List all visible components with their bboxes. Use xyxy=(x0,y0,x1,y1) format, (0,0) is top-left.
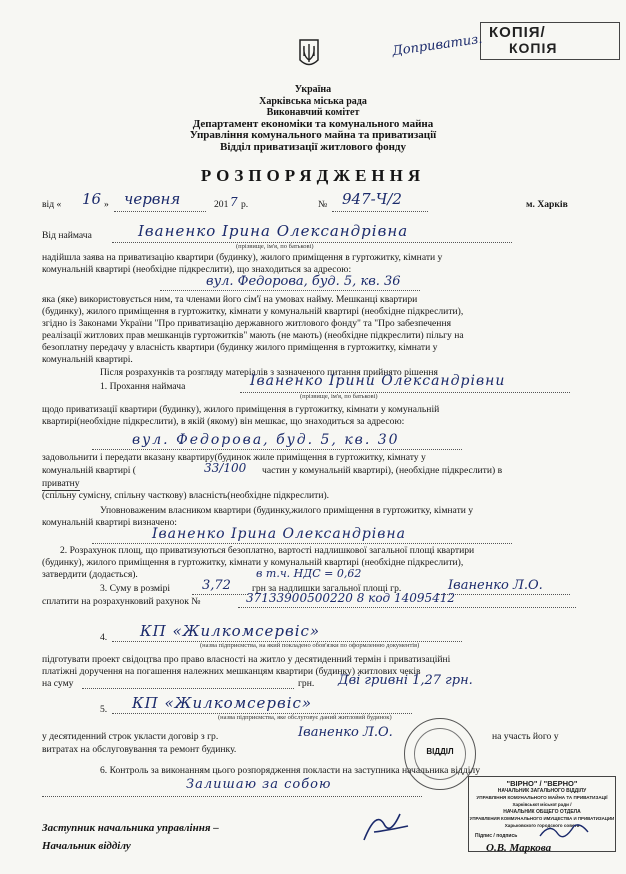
item1-name: Іваненко Ірини Олександрівни xyxy=(250,373,506,389)
signature-scribble xyxy=(356,806,416,846)
document-number: 947-Ч/2 xyxy=(342,190,402,208)
address-handwritten: вул. Федорова, буд. 5, кв. 36 xyxy=(206,274,401,289)
item3-amount: 3,72 xyxy=(202,578,231,593)
verified-stamp-line4: Харківської міської ради / xyxy=(512,802,572,807)
date-row xyxy=(42,190,602,215)
item1-text2: квартирі(необхідне підкреслити), в якій (якому) він мешкає, що знаходиться за адресою: xyxy=(42,416,405,427)
date-year-suffix: 7 xyxy=(230,195,238,209)
item1-share: 33/100 xyxy=(204,461,247,475)
verified-stamp-line2: НАЧАЛЬНИК ЗАГАЛЬНОГО ВІДДІЛУ xyxy=(497,788,587,794)
corner-handwriting: Доприватиз. xyxy=(391,31,484,60)
verified-stamp-line8: Підпис / подпись xyxy=(475,833,518,839)
item3-account: 37133900500220 8 код 14095412 xyxy=(246,591,456,605)
item1-text3: задовольнити і передати вказану квартиру(будинок жиле приміщення в гуртожитку, кімнату у xyxy=(42,452,426,463)
copy-stamp-label: КОПІЯ/ xyxy=(489,24,546,41)
item6-text: 6. Контроль за виконанням цього розпорядження покласти на заступника начальника відділу xyxy=(100,765,480,776)
verified-stamp-line1: "ВІРНО" / "ВЕРНО" xyxy=(506,779,578,788)
item4-org: КП «Жилкомсервіс» xyxy=(140,622,321,640)
verified-stamp-line7: Харьковского городского совета xyxy=(504,823,580,828)
item1-text5: приватну xyxy=(42,478,80,489)
header-office: Управління комунального майна та приватизації xyxy=(189,129,437,141)
item3-label: 3. Суму в розмірі xyxy=(100,583,171,594)
item4-text2: платіжні доручення на погашення належних мешканцям квартири (будинку) житлових чеків xyxy=(42,666,421,677)
item1-address: вул. Федорова, буд. 5, кв. 30 xyxy=(132,432,400,448)
main-line-1: яка (яке) використовується ним, та членами його сім'ї на умовах найму. Мешканці квартири xyxy=(42,294,418,305)
date-year-end: р. xyxy=(241,199,249,210)
header-department: Департамент економіки та комунального майна xyxy=(192,117,434,130)
main-paragraph xyxy=(42,294,464,366)
item5-name: Іваненко Л.О. xyxy=(298,725,393,740)
signature-left-title2: Начальник відділу xyxy=(42,840,131,852)
intro-line-1: надійшла заява на приватизацію квартири (будинку), жилого приміщення в гуртожитку, кімнати у xyxy=(42,252,443,263)
item5-text1b: на участь його у xyxy=(492,731,559,742)
page-title: РОЗПОРЯДЖЕННЯ xyxy=(200,166,426,185)
item3-text2: сплатити на розрахунковий рахунок № xyxy=(42,596,201,607)
item4-handwritten-sum: Дві гривні 1,27 грн. xyxy=(338,673,473,688)
header-block xyxy=(0,84,626,153)
item3-text-mid: грн за надлишки загальної площі гр. xyxy=(252,583,402,594)
authorized-name: Іваненко Ірина Олександрівна xyxy=(152,526,406,542)
signature-scribble-2 xyxy=(536,820,592,844)
authorized-text2: комунальній квартирі визначено: xyxy=(42,517,177,528)
decision-intro: Після розрахунків та розгляду матеріалів з зазначеного питання прийнято рішення xyxy=(100,367,438,378)
item4-text3: на суму xyxy=(42,678,74,689)
item5-text1: у десятиденний строк укласти договір з гр. xyxy=(42,731,219,742)
city: м. Харків xyxy=(526,199,568,210)
header-city-council: Харківська міська рада xyxy=(259,95,367,107)
main-line-5: безоплатну передачу у власність квартири (будинку жилого приміщення в гуртожитку, кімнати у xyxy=(42,342,438,353)
date-month: червня xyxy=(124,190,181,208)
trident-emblem-icon xyxy=(297,38,321,70)
item5-org: КП «Жилкомсервіс» xyxy=(132,694,313,712)
authorized-text1: Уповноваженим власником квартири (будинку,жилого приміщення в гуртожитку, кімнати у xyxy=(100,505,474,516)
date-day: 16 xyxy=(82,190,102,208)
verified-stamp-line6: УПРАВЛЕНИЯ КОММУНАЛЬНОГО ИМУЩЕСТВА И ПРИВАТИЗАЦИИ xyxy=(469,816,615,821)
verified-stamp-line5: НАЧАЛЬНИК ОБЩЕГО ОТДЕЛА xyxy=(503,809,581,815)
main-line-3: згідно із Законами України "Про приватизацію державного житлового фонду" та "Про забезпечення xyxy=(42,318,451,329)
date-prefix: від « xyxy=(42,199,62,210)
tenant-caption: (прізвище, ім'я, по батькові) xyxy=(236,243,314,250)
item4-text1: підготувати проект свідоцтва про право власності на житло у десятиденний термін і приватизаційні xyxy=(42,654,451,665)
date-year-prefix: 201 xyxy=(214,199,229,210)
copy-stamp-label-2: КОПІЯ xyxy=(509,40,558,56)
item2-text3: затвердити (додається). xyxy=(42,569,138,580)
header-division: Відділ приватизації житлового фонду xyxy=(219,140,406,153)
item3-payer: Іваненко Л.О. xyxy=(448,578,543,593)
item1-label: 1. Прохання наймача xyxy=(100,381,186,392)
item2-handwritten: в т.ч. НДС = 0,62 xyxy=(256,567,362,580)
item2-text1: 2. Розрахунок площ, що приватизуються безоплатно, вартості надлишкової загальної площі квартири xyxy=(60,545,475,556)
item6-handwritten: Залишаю за собою xyxy=(186,777,332,792)
date-mid: » xyxy=(104,199,109,210)
signature-right-name: О.В. Маркова xyxy=(486,842,552,854)
item1-text4b: частин у комунальній квартирі), (необхідне підкреслити) в xyxy=(262,465,503,476)
main-line-2: (будинку), жилого приміщення в гуртожитку, кімнати у комунальній квартирі (необхідне підкреслити), xyxy=(42,306,464,317)
item1-text1: щодо приватизації квартири (будинку), жилого приміщення в гуртожитку, кімнати у комунальній xyxy=(42,404,440,415)
copy-stamp xyxy=(480,22,620,60)
header-country: Україна xyxy=(294,84,332,95)
intro-paragraph xyxy=(42,252,442,276)
item4-text3b: грн. xyxy=(298,678,315,689)
tenant-label: Від наймача xyxy=(42,230,92,241)
item1-text4: комунальній квартирі ( xyxy=(42,465,137,476)
item1-caption: (прізвище, ім'я, по батькові) xyxy=(300,393,378,400)
item4-caption: (назва підприємства, на який покладено обов'язки по оформленню документів) xyxy=(200,642,420,649)
item5-text2: витратах на обслуговування та ремонт будинку. xyxy=(42,744,237,755)
round-stamp xyxy=(404,718,476,790)
main-line-6: комунальній квартирі. xyxy=(42,354,133,365)
round-stamp-text: ВІДДІЛ xyxy=(426,747,454,756)
main-line-4: реалізації житлових прав мешканців гуртожитків" мають (не мають) (необхідне підкреслити) пільгу на xyxy=(42,330,464,341)
intro-line-2: комунальній квартирі (необхідне підкреслити), що знаходиться за адресою: xyxy=(42,264,352,275)
signature-left-title1: Заступник начальника управління – xyxy=(42,822,219,834)
item1-text6: (спільну сумісну, спільну часткову) власність(необхідне підкреслити). xyxy=(42,490,330,501)
header-committee: Виконавчий комітет xyxy=(266,107,360,118)
item2-text2: (будинку), жилого приміщення в гуртожитку, кімнати у комунальній квартирі (необхідне підкреслити), xyxy=(42,557,464,568)
item5-caption: (назва підприємства, яке обслуговує даний житловий будинок) xyxy=(218,714,392,721)
number-label: № xyxy=(318,199,328,210)
item5-label: 5. xyxy=(100,704,108,715)
item4-label: 4. xyxy=(100,632,108,643)
tenant-name: Іваненко Ірина Олександрівна xyxy=(138,222,409,240)
verified-stamp-line3: УПРАВЛІННЯ КОМУНАЛЬНОГО МАЙНА ТА ПРИВАТИЗАЦІЇ xyxy=(476,795,608,800)
